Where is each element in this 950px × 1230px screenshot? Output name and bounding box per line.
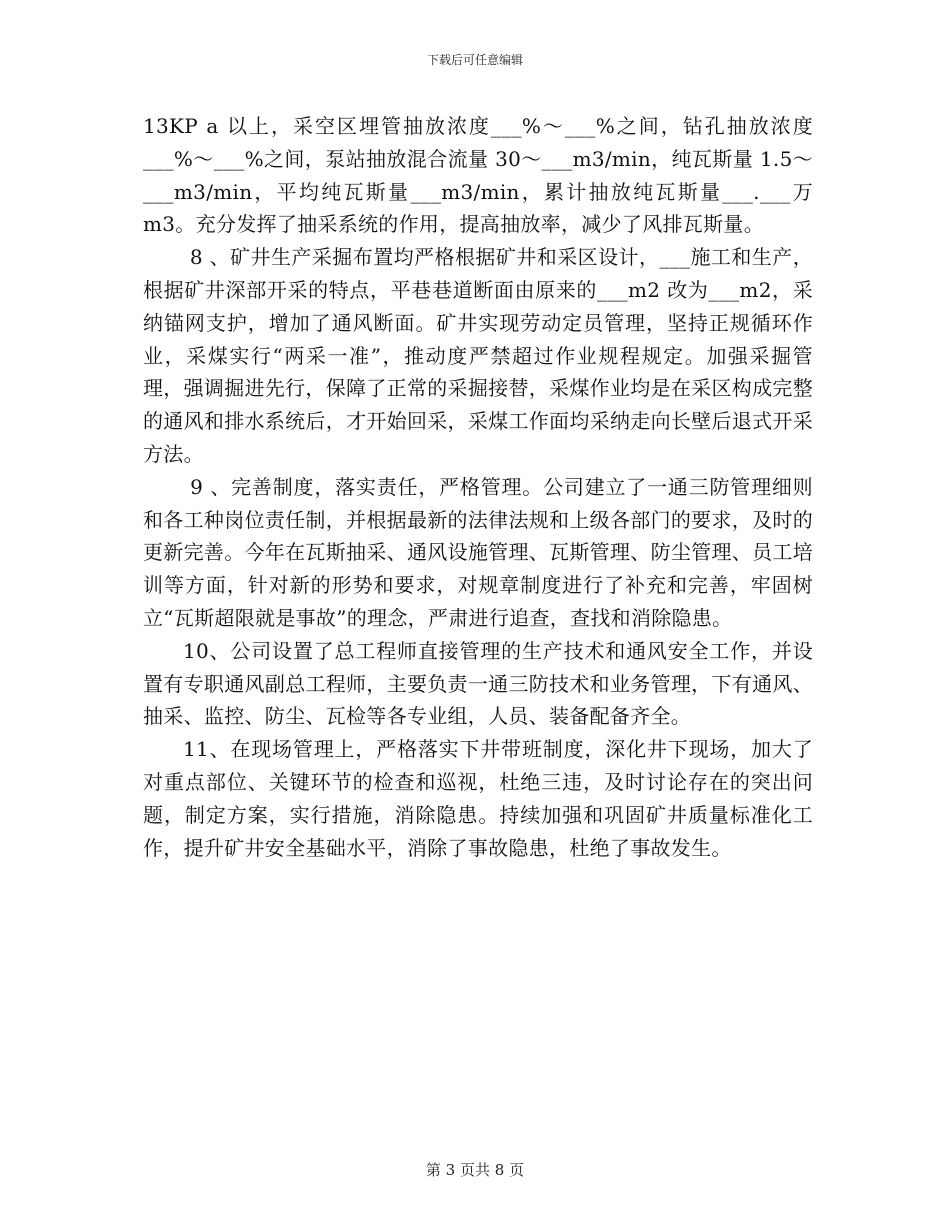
paragraph-10: 10、公司设置了总工程师直接管理的生产技术和通风安全工作，并设置有专职通风副总工程师，主要负责一通三防技术和业务管理，下有通风、抽采、监控、防尘、瓦检等各专业组，人员、装备配备齐全。 xyxy=(143,638,813,729)
paragraph-8: 8 、矿井生产采掘布置均严格根据矿井和采区设计，___施工和生产，根据矿井深部开采的特点，平巷巷道断面由原来的___m2 改为___m2，采纳锚网支护，增加了通风断面。矿井实现劳动定员管理，坚持正规循环作业，采煤实行“两采一准”，推动度严禁超过作业规程规定。加强采掘管理，强调掘进先行，保障了正常的采掘接替，采煤作业均是在采区构成完整的通风和排水系统后，才开始回采，采煤工作面均采纳走向长壁后退式开采方法。 xyxy=(143,245,813,466)
paragraph-1: 13KP a 以上，采空区埋管抽放浓度___%～___%之间，钻孔抽放浓度___%～___%之间，泵站抽放混合流量 30～___m3/min，纯瓦斯量 1.5～___m3/min，平均纯瓦斯量___m3/min，累计抽放纯瓦斯量___.___万m3。充分发挥了抽采系统的作用，提高抽放率，减少了风排瓦斯量。 xyxy=(143,114,813,237)
paragraph-9: 9 、完善制度，落实责任，严格管理。公司建立了一通三防管理细则和各工种岗位责任制，并根据最新的法律法规和上级各部门的要求，及时的更新完善。今年在瓦斯抽采、通风设施管理、瓦斯管理、防尘管理、员工培训等方面，针对新的形势和要求，对规章制度进行了补充和完善，牢固树立“瓦斯超限就是事故”的理念，严肃进行追查，查找和消除隐患。 xyxy=(143,474,813,630)
page-footer: 第 3 页共 8 页 xyxy=(425,1161,525,1179)
paragraph-11: 11、在现场管理上，严格落实下井带班制度，深化井下现场，加大了对重点部位、关键环节的检查和巡视，杜绝三违，及时讨论存在的突出问题，制定方案，实行措施，消除隐患。持续加强和巩固矿井质量标准化工作，提升矿井安全基础水平，消除了事故隐患，杜绝了事故发生。 xyxy=(143,737,813,860)
page-header: 下载后可任意编辑 xyxy=(426,53,523,67)
document-body xyxy=(143,110,813,864)
